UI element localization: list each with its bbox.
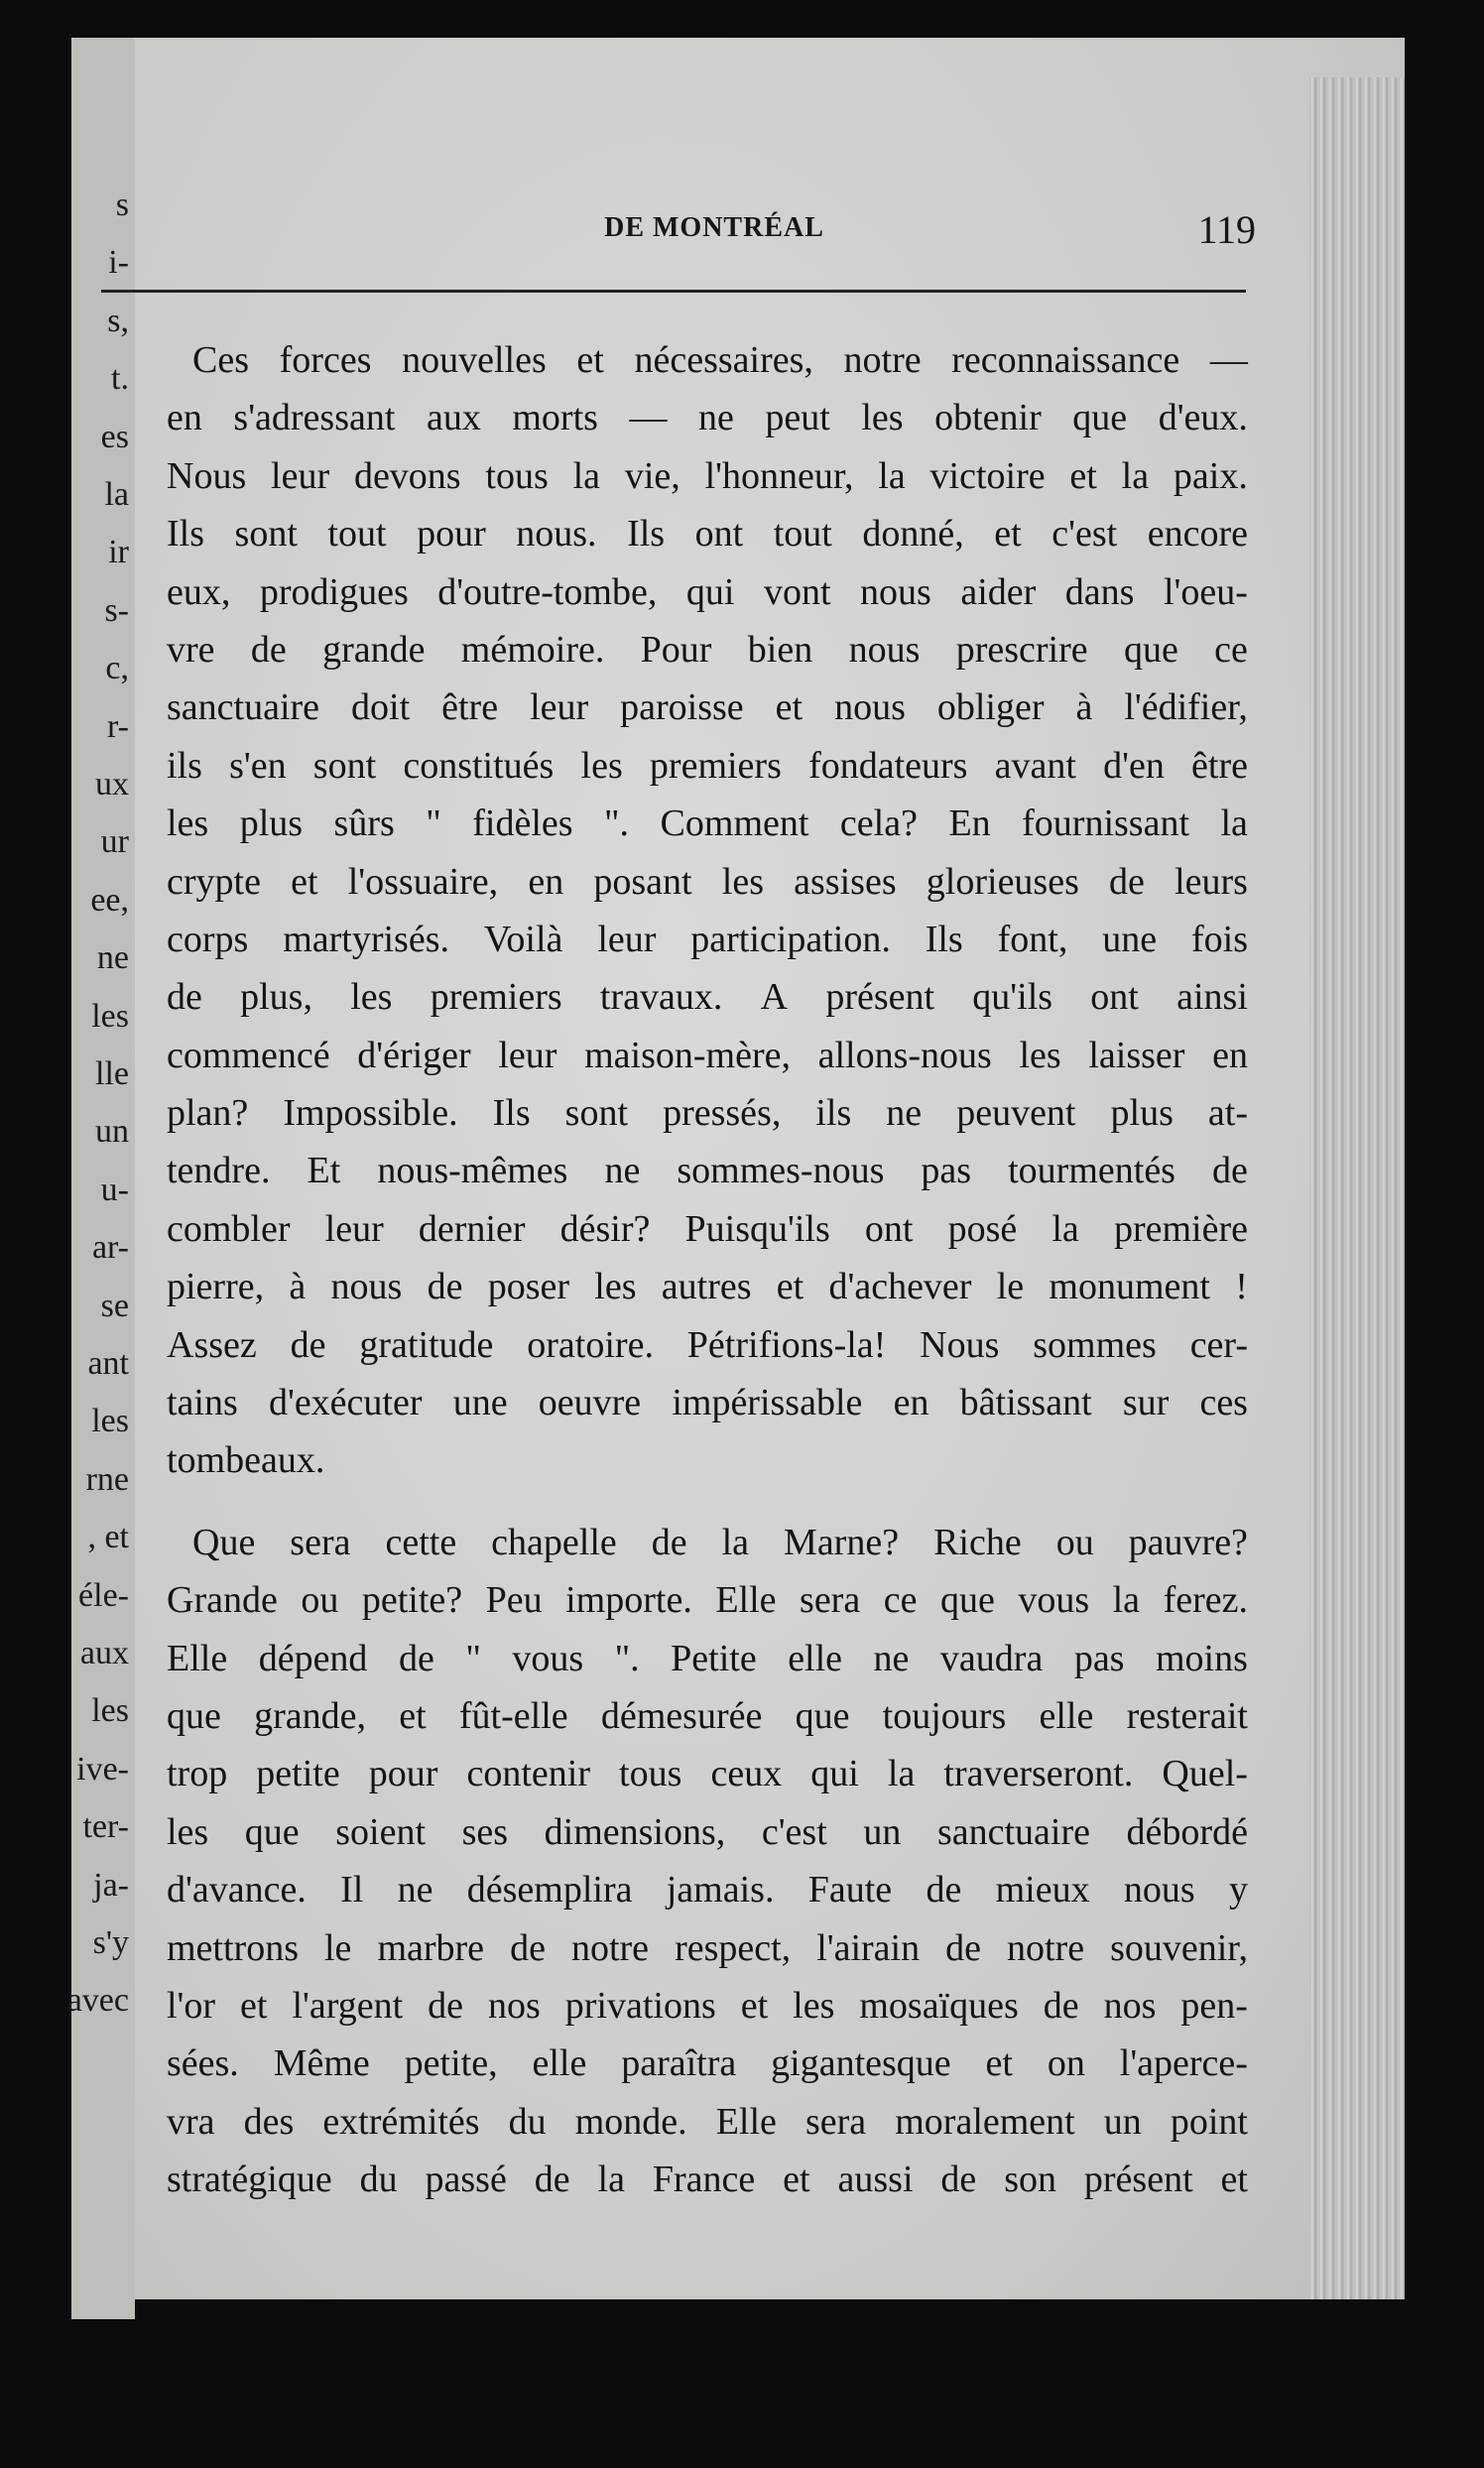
previous-page-fragment: u-: [100, 1171, 129, 1208]
previous-page-fragment: ar-: [91, 1229, 129, 1267]
text-line: les plus sûrs " fidèles ". Comment cela? En fournissant la: [167, 802, 1248, 845]
text-line: sanctuaire doit être leur paroisse et nous obliger à l'édifier,: [167, 686, 1248, 729]
previous-page-fragment: , et: [87, 1519, 129, 1556]
paragraph: [167, 1514, 1248, 2209]
text-line: l'or et l'argent de nos privations et les mosaïques de nos pen-: [167, 1984, 1248, 2027]
text-line: combler leur dernier désir? Puisqu'ils ont posé la première: [167, 1207, 1248, 1250]
text-line: trop petite pour contenir tous ceux qui la traverseront. Quel-: [167, 1753, 1248, 1795]
previous-page-fragment: la: [104, 476, 129, 513]
previous-page-fragment: avec: [66, 1982, 129, 2020]
previous-page-fragment: ive-: [76, 1750, 129, 1788]
header-rule: [101, 290, 1246, 293]
text-line: d'avance. Il ne désemplira jamais. Faute de mieux nous y: [167, 1869, 1248, 1912]
page-header: [173, 207, 1256, 272]
previous-page-fragment: ir: [108, 534, 129, 571]
text-line: en s'adressant aux morts — ne peut les obtenir que d'eux.: [167, 397, 1248, 439]
previous-page-fragment: lle: [95, 1055, 129, 1092]
book-page: [66, 38, 1405, 2299]
previous-page-fragment: s'y: [92, 1924, 129, 1961]
text-line: Grande ou petite? Peu importe. Elle sera ce que vous la ferez.: [167, 1579, 1248, 1622]
text-line: corps martyrisés. Voilà leur participation. Ils font, une fois: [167, 918, 1248, 960]
text-line: de plus, les premiers travaux. A présent qu'ils ont ainsi: [167, 976, 1248, 1019]
page-number: 119: [1197, 207, 1256, 252]
text-line: pierre, à nous de poser les autres et d'achever le monument !: [167, 1266, 1248, 1308]
previous-page-fragment: ja-: [93, 1866, 129, 1904]
text-line: commencé d'ériger leur maison-mère, allons-nous les laisser en: [167, 1034, 1248, 1076]
page-edges: [1309, 77, 1405, 2299]
text-line: plan? Impossible. Ils sont pressés, ils ne peuvent plus at-: [167, 1092, 1248, 1135]
previous-page-fragment: rne: [85, 1460, 129, 1498]
text-line: tombeaux.: [167, 1439, 325, 1482]
previous-page-fragment: r-: [107, 707, 129, 745]
previous-page-fragment: s: [115, 186, 129, 223]
text-line: que grande, et fût-elle démesurée que toujours elle resterait: [167, 1694, 1248, 1737]
text-line: Que sera cette chapelle de la Marne? Riche ou pauvre?: [192, 1521, 1248, 1563]
previous-page-fragment: s,: [107, 302, 129, 339]
text-line: sées. Même petite, elle paraîtra gigantesque et on l'aperce-: [167, 2042, 1248, 2085]
previous-page-fragment: c,: [105, 650, 129, 687]
running-head: DE MONTRÉAL: [604, 212, 824, 243]
text-line: Elle dépend de " vous ". Petite elle ne vaudra pas moins: [167, 1637, 1248, 1679]
text-line: mettrons le marbre de notre respect, l'airain de notre souvenir,: [167, 1926, 1248, 1969]
body-text: [167, 331, 1248, 2209]
text-line: vra des extrémités du monde. Elle sera moralement un point: [167, 2100, 1248, 2143]
text-line: vre de grande mémoire. Pour bien nous prescrire que ce: [167, 628, 1248, 671]
previous-page-fragment: les: [91, 1403, 129, 1440]
previous-page-fragment: éle-: [78, 1576, 129, 1614]
text-line: stratégique du passé de la France et aussi de son présent et: [167, 2159, 1248, 2201]
paragraph: [167, 331, 1248, 1490]
previous-page-fragment: se: [100, 1287, 129, 1324]
previous-page-fragment: les: [91, 1692, 129, 1730]
previous-page-fragment: t.: [111, 360, 129, 398]
previous-page-fragment: i-: [108, 244, 129, 282]
previous-page-fragment: aux: [79, 1635, 129, 1671]
text-line: Nous leur devons tous la vie, l'honneur, la victoire et la paix.: [167, 454, 1248, 497]
previous-page-edge: [66, 38, 135, 2319]
text-line: les que soient ses dimensions, c'est un sanctuaire débordé: [167, 1810, 1248, 1853]
previous-page-fragment: s-: [104, 591, 129, 629]
text-line: Ces forces nouvelles et nécessaires, notre reconnaissance —: [192, 339, 1248, 381]
text-line: Assez de gratitude oratoire. Pétrifions-la! Nous sommes cer-: [167, 1323, 1248, 1366]
text-line: tains d'exécuter une oeuvre impérissable en bâtissant sur ces: [167, 1382, 1248, 1424]
text-line: crypte et l'ossuaire, en posant les assises glorieuses de leurs: [167, 860, 1248, 903]
text-line: eux, prodigues d'outre-tombe, qui vont nous aider dans l'oeu-: [167, 570, 1248, 613]
previous-page-fragment: es: [100, 418, 129, 455]
previous-page-fragment: ne: [96, 939, 129, 977]
previous-page-fragment: les: [91, 997, 129, 1035]
text-line: Ils sont tout pour nous. Ils ont tout donné, et c'est encore: [167, 513, 1248, 555]
previous-page-fragment: ux: [95, 766, 129, 802]
text-line: ils s'en sont constitués les premiers fondateurs avant d'en être: [167, 744, 1248, 787]
previous-page-fragment: ee,: [90, 881, 129, 919]
previous-page-fragment: un: [95, 1113, 129, 1151]
previous-page-fragment: ant: [87, 1345, 129, 1382]
text-line: tendre. Et nous-mêmes ne sommes-nous pas tourmentés de: [167, 1150, 1248, 1192]
previous-page-fragment: ur: [100, 823, 129, 861]
previous-page-fragment: ter-: [82, 1808, 129, 1846]
